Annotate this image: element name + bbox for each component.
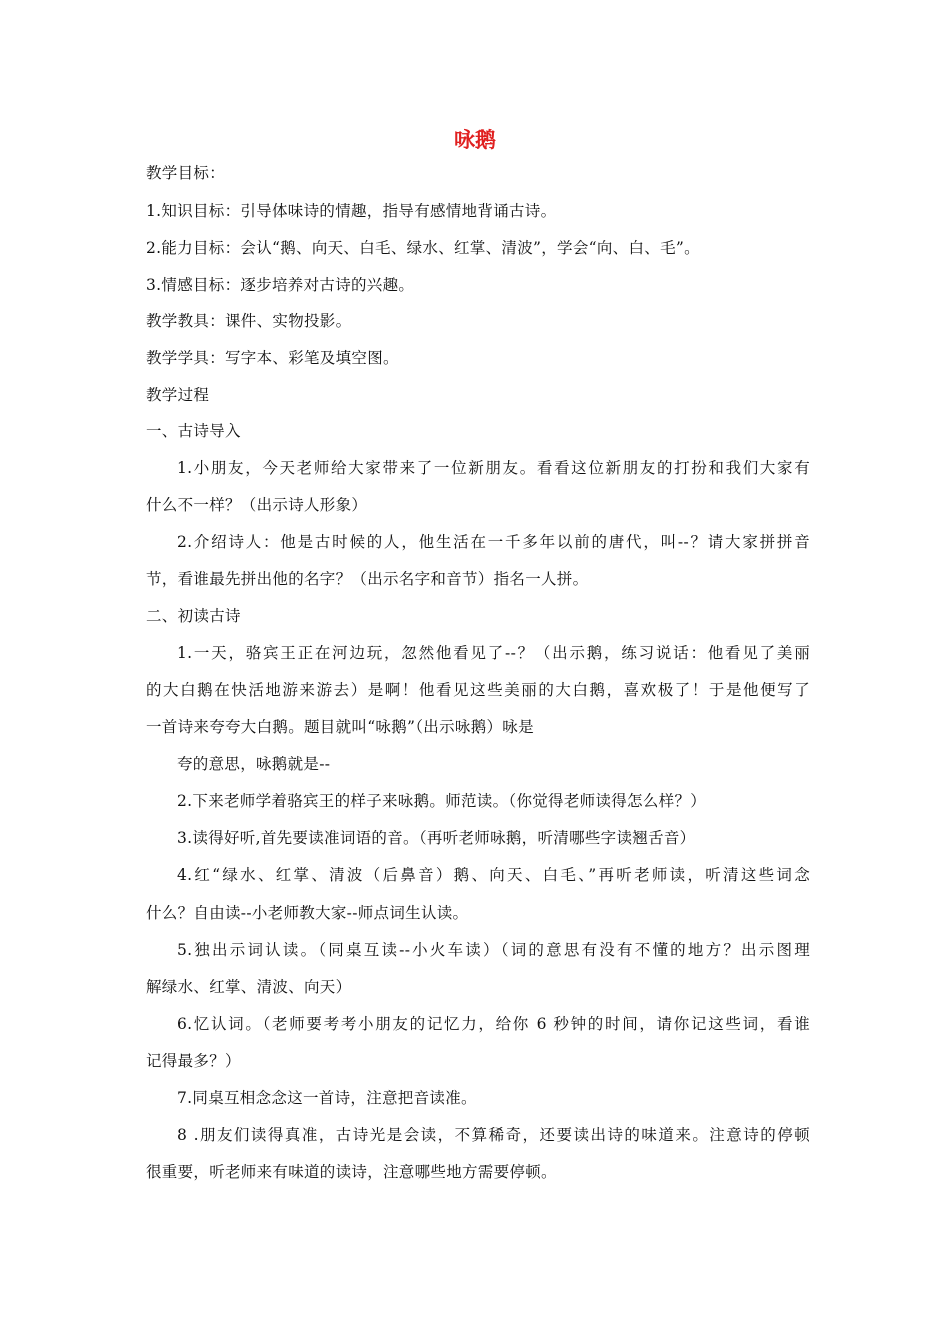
paragraph-line: 1.小朋友，今天老师给大家带来了一位新朋友。看看这位新朋友的打扮和我们大家有 xyxy=(177,459,810,477)
goal-ability: 2.能力目标：会认“鹅、向天、白毛、绿水、红掌、清波”，学会“向、白、毛”。 xyxy=(146,239,700,257)
paragraph-line: 2.介绍诗人：他是古时候的人，他生活在一千多年以前的唐代，叫--？请大家拼拼音 xyxy=(177,533,810,551)
paragraph-line: 记得最多？） xyxy=(146,1052,241,1070)
goal-emotion: 3.情感目标：逐步培养对古诗的兴趣。 xyxy=(146,276,415,294)
paragraph-line: 的大白鹅在快活地游来游去）是啊！他看见这些美丽的大白鹅，喜欢极了！于是他便写了 xyxy=(146,681,810,699)
paragraph-line: 什么？自由读--小老师教大家--师点词生认读。 xyxy=(146,904,469,922)
teaching-tools: 教学教具：课件、实物投影。 xyxy=(146,312,352,330)
section-heading-2: 二、初读古诗 xyxy=(146,607,241,625)
paragraph-line: 很重要，听老师来有味道的读诗，注意哪些地方需要停顿。 xyxy=(146,1163,557,1181)
paragraph-line: 1.一天，骆宾王正在河边玩，忽然他看见了--？（出示鹅，练习说话：他看见了美丽 xyxy=(177,644,810,662)
paragraph-line: 5.独出示词认读。（同桌互读--小火车读）（词的意思有没有不懂的地方？出示图理 xyxy=(177,941,810,959)
heading-process: 教学过程 xyxy=(146,386,210,404)
paragraph-line: 7.同桌互相念念这一首诗，注意把音读准。 xyxy=(177,1089,477,1107)
paragraph-line: 节，看谁最先拼出他的名字？（出示名字和音节）指名一人拼。 xyxy=(146,570,589,588)
section-heading-1: 一、古诗导入 xyxy=(146,422,241,440)
paragraph-line: 2.下来老师学着骆宾王的样子来咏鹅。师范读。（你觉得老师读得怎么样？） xyxy=(177,792,707,810)
goal-knowledge: 1.知识目标：引导体味诗的情趣，指导有感情地背诵古诗。 xyxy=(146,202,557,220)
paragraph-line: 解绿水、红掌、清波、向天） xyxy=(146,978,352,996)
paragraph-line: 8 .朋友们读得真准，古诗光是会读，不算稀奇，还要读出诗的味道来。注意诗的停顿 xyxy=(177,1126,810,1144)
paragraph-line: 夸的意思，咏鹅就是-- xyxy=(177,755,331,773)
paragraph-line: 一首诗来夸夸大白鹅。题目就叫“咏鹅”（出示咏鹅）咏是 xyxy=(146,718,534,736)
learning-tools: 教学学具：写字本、彩笔及填空图。 xyxy=(146,349,399,367)
paragraph-line: 4.红“绿水、红掌、清波（后鼻音）鹅、向天、白毛、”再听老师读，听清这些词念 xyxy=(177,866,810,884)
paragraph-line: 6.忆认词。（老师要考考小朋友的记忆力，给你 6 秒钟的时间，请你记这些词，看谁 xyxy=(177,1015,810,1033)
heading-goals: 教学目标： xyxy=(146,164,226,182)
document-title: 咏鹅 xyxy=(454,128,496,152)
paragraph-line: 什么不一样？（出示诗人形象） xyxy=(146,496,368,514)
paragraph-line: 3.读得好听,首先要读准词语的音。（再听老师咏鹅，听清哪些字读翘舌音） xyxy=(177,829,696,847)
